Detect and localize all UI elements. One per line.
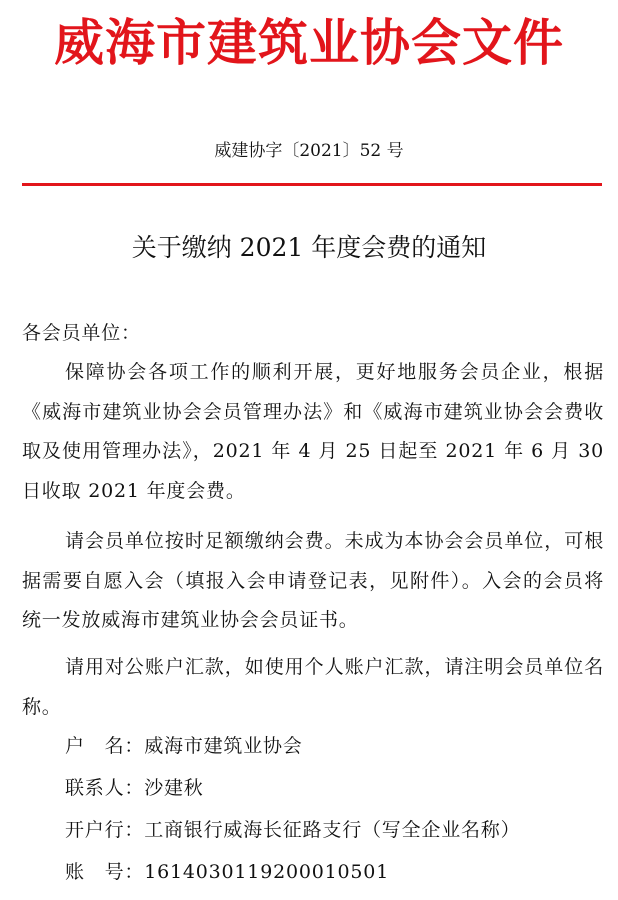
account-number-value: 1614030119200010501	[144, 861, 390, 883]
document-header-title: 威海市建筑业协会文件	[54, 14, 564, 72]
body-paragraph: 请会员单位按时足额缴纳会费。未成为本协会会员单位，可根据需要自愿入会（填报入会申请登记表，见附件）。入会的会员将统一发放威海市建筑业协会会员证书。	[22, 530, 604, 631]
account-name-value: 威海市建筑业协会	[144, 735, 303, 757]
red-divider-line	[22, 183, 602, 186]
contact-person-line	[65, 773, 204, 803]
bank-branch-line	[65, 815, 520, 845]
bank-branch-value: 工商银行威海长征路支行（写全企业名称）	[144, 819, 521, 841]
contact-person-label: 联系人：	[65, 777, 145, 799]
account-number-label: 账 号：	[65, 861, 145, 883]
account-name-line	[65, 731, 303, 761]
account-name-label: 户 名：	[65, 735, 145, 757]
bank-branch-label: 开户行：	[65, 819, 145, 841]
salutation: 各会员单位：	[22, 322, 141, 344]
document-number: 威建协字〔2021〕52 号	[214, 141, 404, 161]
notice-title: 关于缴纳 2021 年度会费的通知	[131, 233, 487, 262]
body-paragraph: 保障协会各项工作的顺利开展，更好地服务会员企业，根据《威海市建筑业协会会员管理办法》和《威海市建筑业协会会费收取及使用管理办法》，2021 年 4 月 25 日起至 2021 年 6 月 30 日收取 2021 年度会费。	[22, 361, 604, 502]
contact-person-value: 沙建秋	[144, 777, 204, 799]
account-number-line	[65, 857, 389, 887]
body-paragraph: 请用对公账户汇款，如使用个人账户汇款，请注明会员单位名称。	[22, 656, 604, 718]
